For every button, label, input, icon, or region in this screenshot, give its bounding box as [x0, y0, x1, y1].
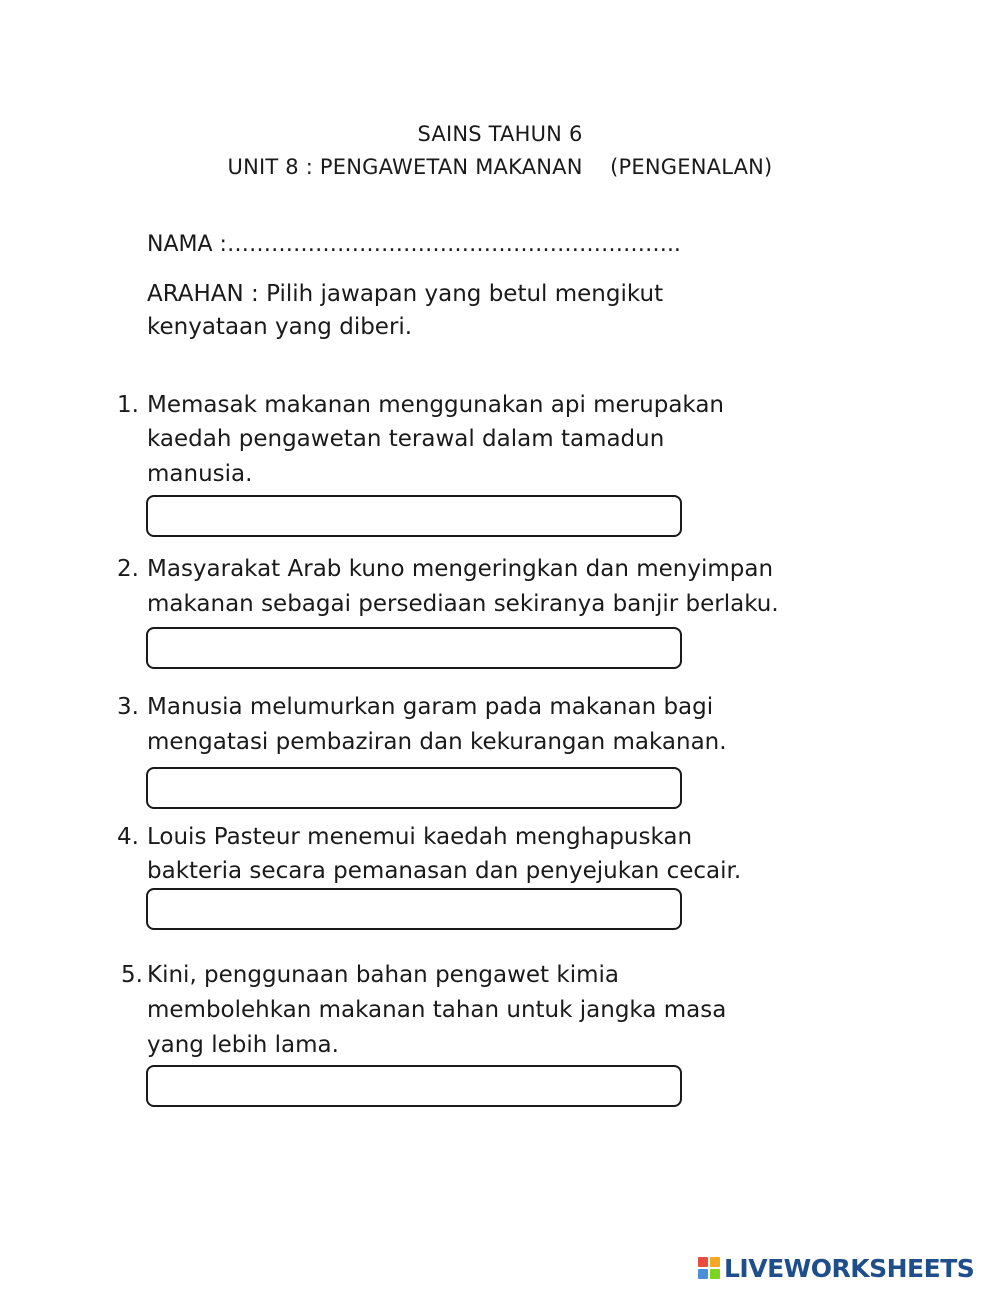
question-1-text-line-1: Memasak makanan menggunakan api merupakan	[147, 392, 725, 418]
liveworksheets-logo-text: LIVEWORKSHEETS	[724, 1253, 975, 1283]
question-5-answer-box[interactable]	[146, 1065, 682, 1107]
question-3-text-line-2: mengatasi pembaziran dan kekurangan makanan.	[147, 729, 727, 755]
worksheet-unit-title: UNIT 8 : PENGAWETAN MAKANAN (PENGENALAN)	[227, 155, 773, 179]
question-4-number: 4.	[117, 824, 139, 850]
question-1-text-line-2: kaedah pengawetan terawal dalam tamadun	[147, 426, 665, 452]
question-2-text-line-2: makanan sebagai persediaan sekiranya banjir berlaku.	[147, 591, 779, 617]
worksheet-subject-title: SAINS TAHUN 6	[417, 122, 583, 146]
logo-block-orange	[710, 1257, 720, 1267]
question-4-answer-box[interactable]	[146, 888, 682, 930]
liveworksheets-logo	[698, 1253, 974, 1283]
question-3-text-line-1: Manusia melumurkan garam pada makanan bagi	[147, 694, 714, 720]
question-2-text-line-1: Masyarakat Arab kuno mengeringkan dan menyimpan	[147, 556, 774, 582]
question-5-number: 5.	[121, 962, 143, 988]
liveworksheets-logo-icon	[698, 1257, 720, 1279]
logo-block-green	[710, 1269, 720, 1279]
question-2-answer-box[interactable]	[146, 627, 682, 669]
question-4-text-line-1: Louis Pasteur menemui kaedah menghapuskan	[147, 824, 693, 850]
logo-block-blue	[698, 1269, 708, 1279]
question-5-text-line-2: membolehkan makanan tahan untuk jangka masa	[147, 997, 727, 1023]
logo-block-red	[698, 1257, 708, 1267]
question-3-number: 3.	[117, 694, 139, 720]
instructions-line-1: ARAHAN : Pilih jawapan yang betul mengikut	[147, 281, 664, 307]
question-1-number: 1.	[117, 392, 139, 418]
question-5-text-line-3: yang lebih lama.	[147, 1032, 339, 1058]
question-5-text-line-1: Kini, penggunaan bahan pengawet kimia	[147, 962, 619, 988]
question-4-text-line-2: bakteria secara pemanasan dan penyejukan cecair.	[147, 858, 742, 884]
instructions-line-2: kenyataan yang diberi.	[147, 314, 413, 340]
name-field-label: NAMA :……………………………………………………..	[147, 232, 681, 257]
question-1-answer-box[interactable]	[146, 495, 682, 537]
question-2-number: 2.	[117, 556, 139, 582]
question-1-text-line-3: manusia.	[147, 461, 253, 487]
question-3-answer-box[interactable]	[146, 767, 682, 809]
